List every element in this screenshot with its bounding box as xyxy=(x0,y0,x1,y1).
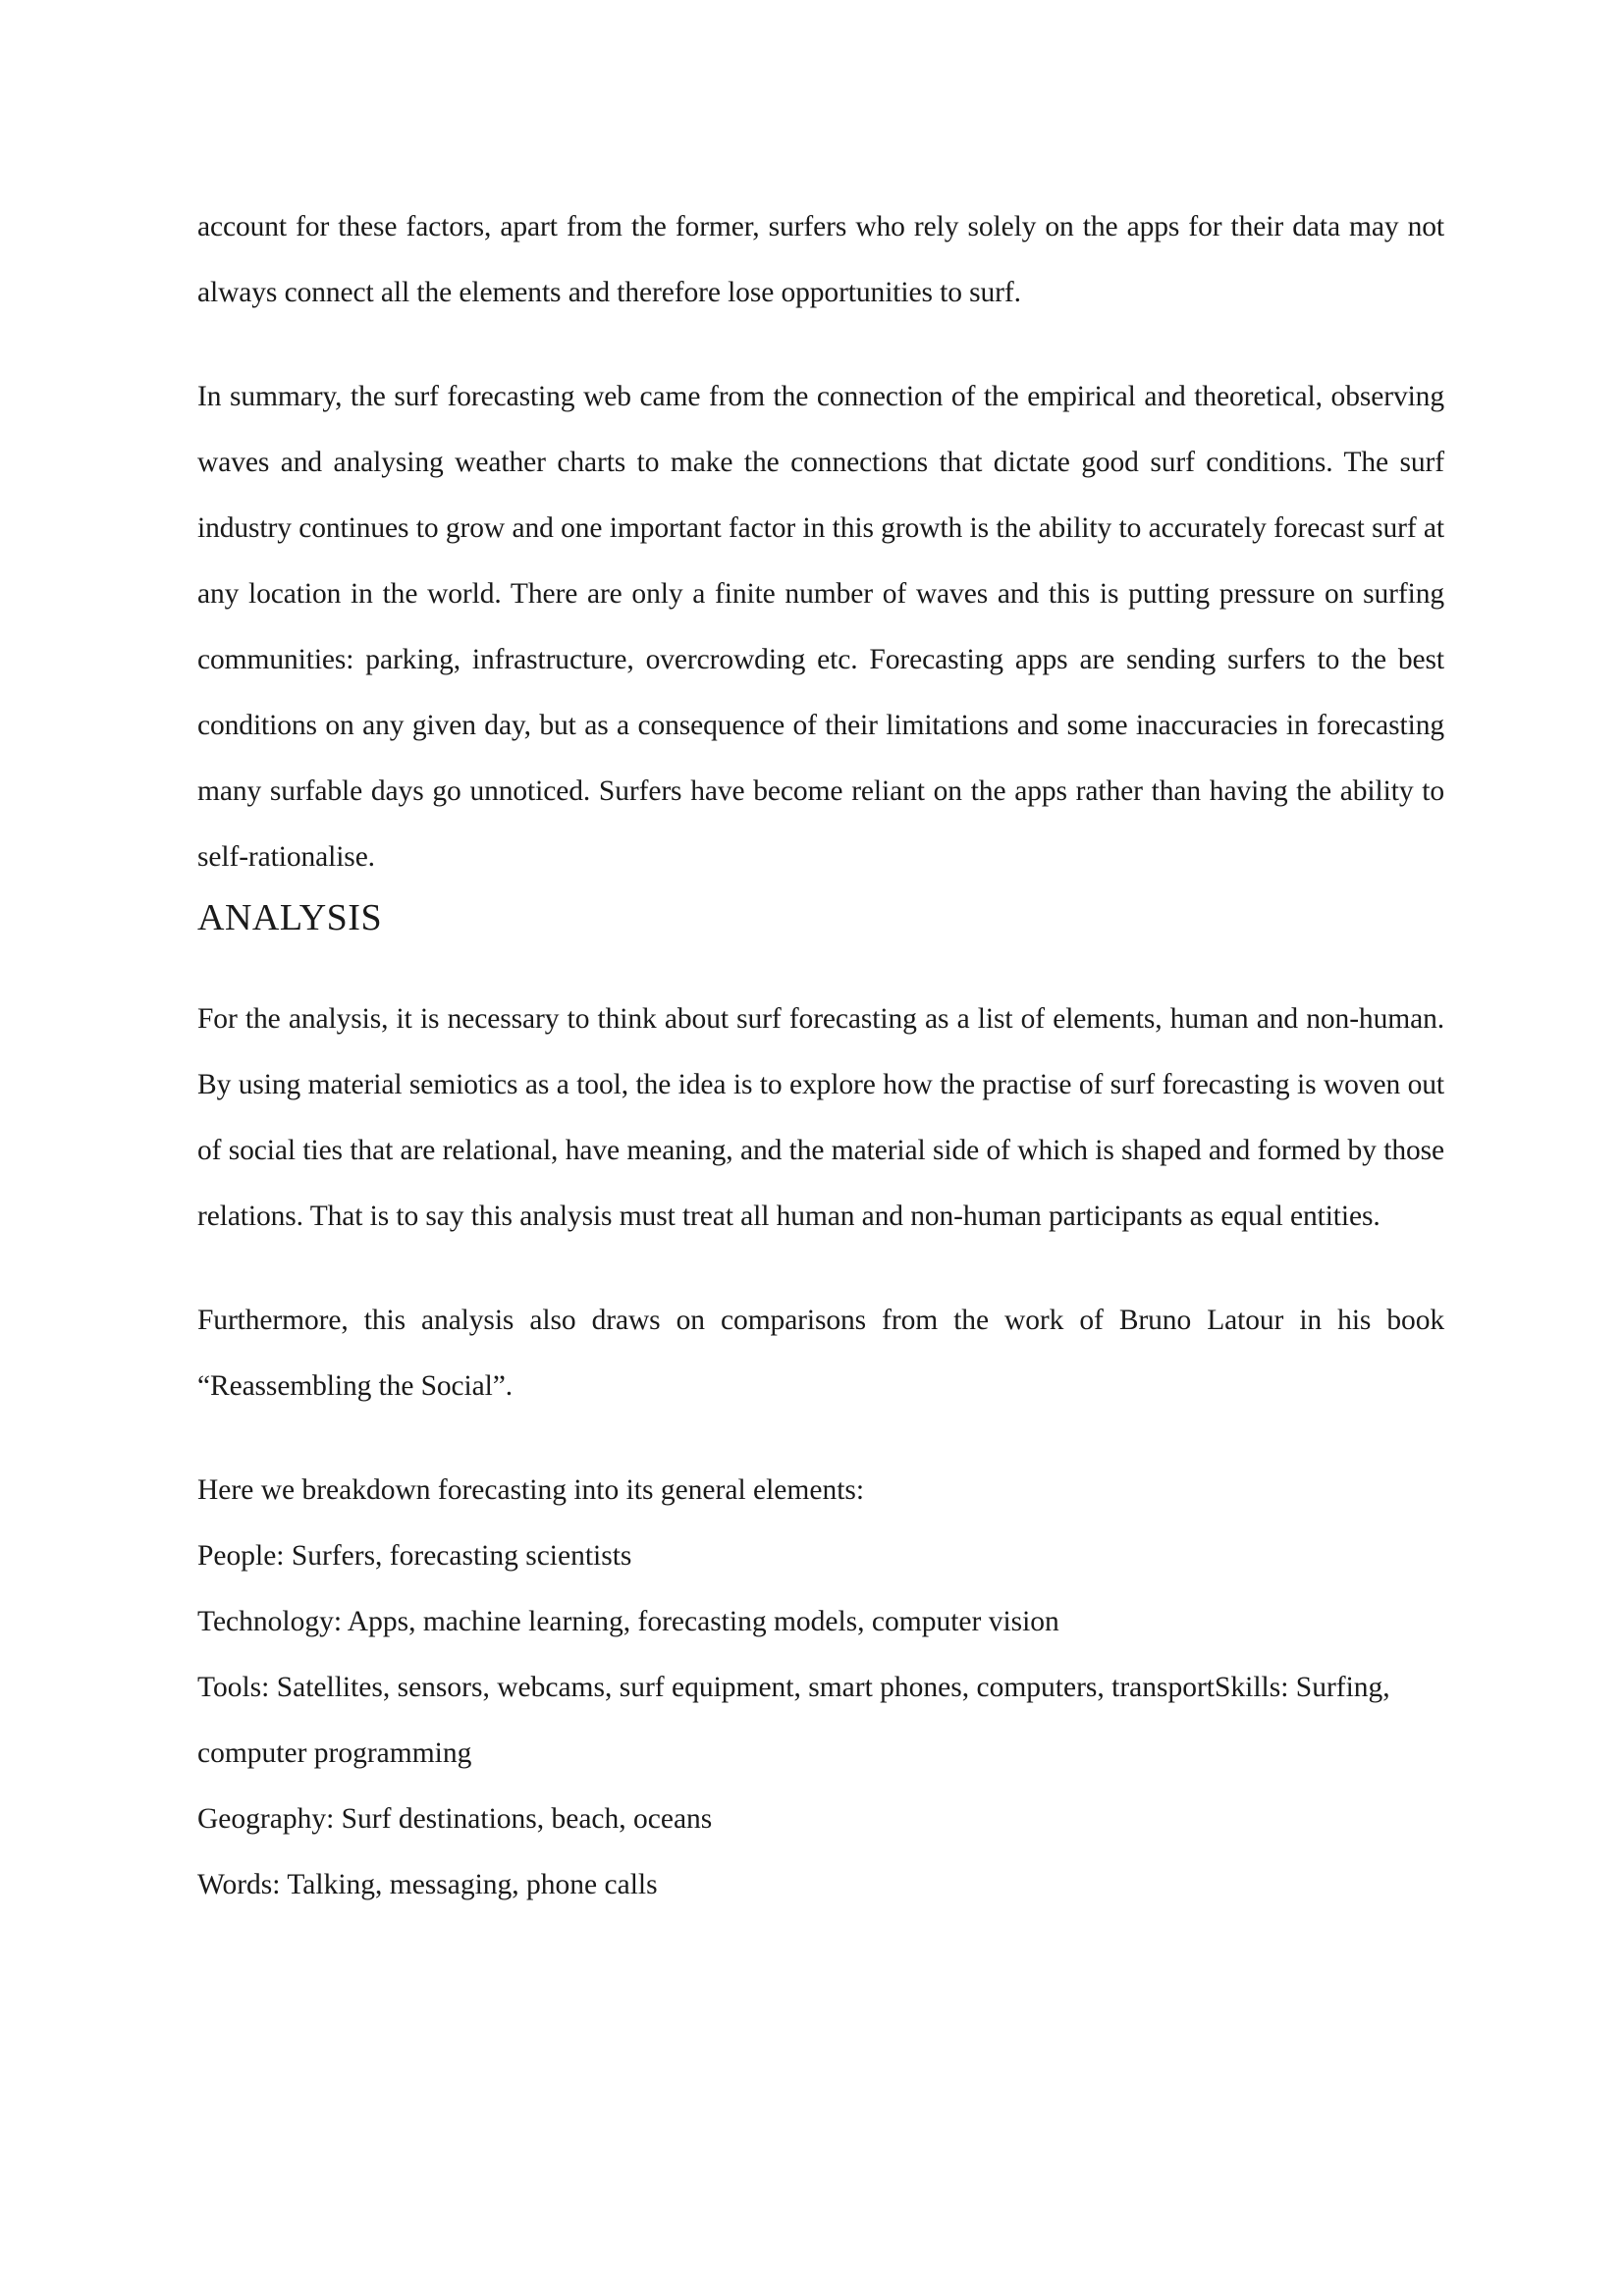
analysis-paragraph-1: For the analysis, it is necessary to think about surf forecasting as a list of elements, human and non-human. By using material semiotics as a tool, the idea is to explore how the practise of surf forecasting is woven out of social ties that are relational, have meaning, and the material side of which is shaped and formed by those relations. That is to say this analysis must treat all human and non-human participants as equal entities. xyxy=(197,1003,1444,1232)
section-heading: ANALYSIS xyxy=(197,897,383,938)
elements-intro: Here we breakdown forecasting into its general elements: xyxy=(197,1474,865,1506)
list-item: Words: Talking, messaging, phone calls xyxy=(197,1869,658,1900)
elements-list xyxy=(197,1523,1444,1918)
list-item: Geography: Surf destinations, beach, oceans xyxy=(197,1803,713,1835)
analysis-paragraph-2: Furthermore, this analysis also draws on comparisons from the work of Bruno Latour in his book “Reassembling the Social”. xyxy=(197,1305,1444,1402)
list-item: People: Surfers, forecasting scientists xyxy=(197,1540,632,1572)
page-content xyxy=(197,194,1444,1918)
summary-paragraph: In summary, the surf forecasting web came from the connection of the empirical and theoretical, observing waves and analysing weather charts to make the connections that dictate good surf conditions. The surf industry continues to grow and one important factor in this growth is the ability to accurately forecast surf at any location in the world. There are only a finite number of waves and this is putting pressure on surfing communities: parking, infrastructure, overcrowding etc. Forecasting apps are sending surfers to the best conditions on any given day, but as a consequence of their limitations and some inaccuracies in forecasting many surfable days go unnoticed. Surfers have become reliant on the apps rather than having the ability to self-rationalise. xyxy=(197,381,1444,873)
list-item: Tools: Satellites, sensors, webcams, surf equipment, smart phones, computers, transportSkills: Surfing, computer programming xyxy=(197,1672,1390,1769)
intro-paragraph: account for these factors, apart from the former, surfers who rely solely on the apps for their data may not always connect all the elements and therefore lose opportunities to surf. xyxy=(197,211,1444,308)
list-item: Technology: Apps, machine learning, forecasting models, computer vision xyxy=(197,1606,1059,1637)
